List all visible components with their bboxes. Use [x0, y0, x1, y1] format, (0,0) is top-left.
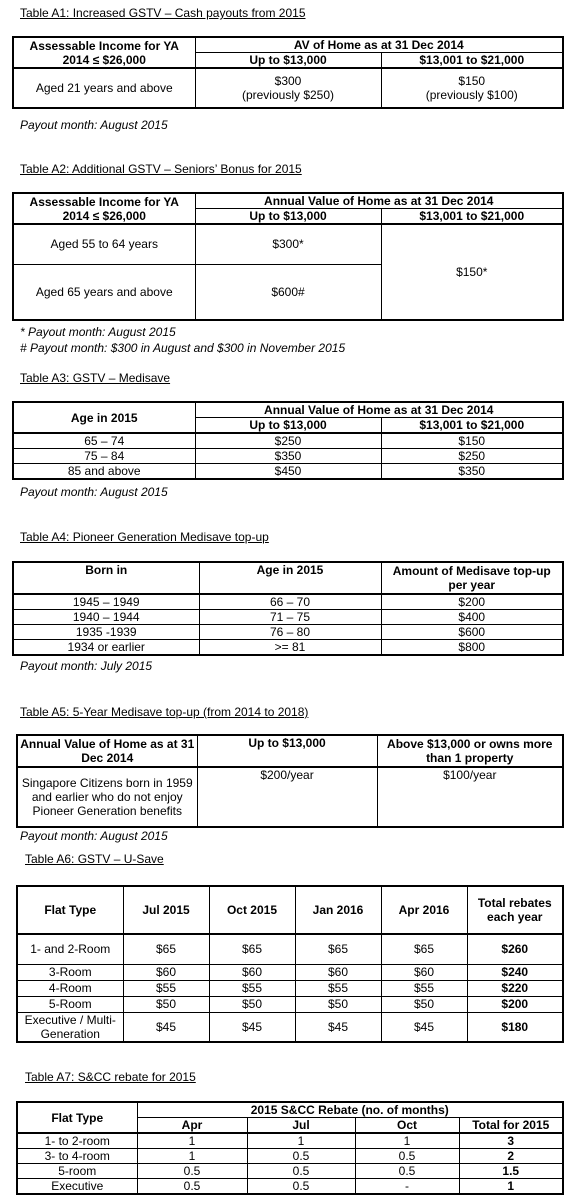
a2-header-high: $13,001 to $21,000 — [381, 209, 563, 225]
table-row — [17, 1149, 563, 1164]
a7-flat-type: 3- to 4-room — [17, 1149, 137, 1164]
a3-age: 85 and above — [13, 464, 195, 480]
a6-flat-type: Executive / Multi-Generation — [17, 1012, 123, 1042]
a6-value: $65 — [381, 934, 467, 964]
table-a5-caption: Table A5: 5-Year Medisave top-up (from 2014 to 2018) — [20, 705, 309, 719]
a3-header-av: Annual Value of Home as at 31 Dec 2014 — [195, 402, 563, 418]
a6-flat-type: 3-Room — [17, 964, 123, 980]
a7-value: 1 — [355, 1133, 459, 1149]
table-row — [17, 964, 563, 980]
a6-value: $45 — [381, 1012, 467, 1042]
a1-header-low: Up to $13,000 — [195, 53, 381, 69]
a1-note: Payout month: August 2015 — [20, 118, 168, 132]
a6-header-oct: Oct 2015 — [209, 886, 295, 934]
a6-total: $200 — [467, 996, 563, 1012]
a6-value: $60 — [123, 964, 209, 980]
table-a4-caption: Table A4: Pioneer Generation Medisave top-up — [20, 530, 269, 544]
a2-header-low: Up to $13,000 — [195, 209, 381, 225]
a2-header-income: Assessable Income for YA 2014 ≤ $26,000 — [13, 193, 195, 224]
table-row — [17, 980, 563, 996]
a3-age: 65 – 74 — [13, 433, 195, 449]
a3-age: 75 – 84 — [13, 449, 195, 464]
a7-value: 0.5 — [247, 1179, 355, 1195]
a3-high: $350 — [381, 464, 563, 480]
table-row — [17, 1179, 563, 1195]
table-row — [13, 625, 563, 640]
a4-born: 1945 – 1949 — [13, 594, 199, 610]
a5-row-label: Singapore Citizens born in 1959 and earlier who do not enjoy Pioneer Generation benefits — [17, 767, 197, 827]
a1-header-high: $13,001 to $21,000 — [381, 53, 563, 69]
a7-value: 0.5 — [355, 1164, 459, 1179]
a5-cell-low: $200/year — [197, 767, 377, 827]
a3-high: $150 — [381, 433, 563, 449]
a4-amount: $600 — [381, 625, 563, 640]
a7-header-apr: Apr — [137, 1118, 247, 1134]
a6-flat-type: 1- and 2-Room — [17, 934, 123, 964]
a7-flat-type: 5-room — [17, 1164, 137, 1179]
a2-row2-label: Aged 65 years and above — [13, 264, 195, 320]
table-row — [17, 934, 563, 964]
a6-flat-type: 4-Room — [17, 980, 123, 996]
a6-total: $260 — [467, 934, 563, 964]
a3-low: $350 — [195, 449, 381, 464]
a6-value: $45 — [295, 1012, 381, 1042]
a5-note: Payout month: August 2015 — [20, 829, 168, 843]
a6-total: $180 — [467, 1012, 563, 1042]
a7-value: 0.5 — [355, 1149, 459, 1164]
a1-cell-low: $300 (previously $250) — [195, 68, 381, 108]
table-a6 — [16, 885, 564, 1043]
a7-value: - — [355, 1179, 459, 1195]
a5-cell-high: $100/year — [377, 767, 563, 827]
table-a7-caption: Table A7: S&CC rebate for 2015 — [25, 1070, 196, 1084]
table-a6-caption: Table A6: GSTV – U-Save — [25, 852, 164, 866]
a5-header-high: Above $13,000 or owns more than 1 property — [377, 735, 563, 767]
a4-amount: $200 — [381, 594, 563, 610]
table-a1-caption: Table A1: Increased GSTV – Cash payouts from 2015 — [20, 6, 306, 20]
a6-header-total: Total rebates each year — [467, 886, 563, 934]
a2-row1-label: Aged 55 to 64 years — [13, 224, 195, 264]
table-a4 — [12, 561, 564, 656]
a3-high: $250 — [381, 449, 563, 464]
a6-header-flat-type: Flat Type — [17, 886, 123, 934]
a3-low: $250 — [195, 433, 381, 449]
a3-note: Payout month: August 2015 — [20, 485, 168, 499]
a7-total: 2 — [459, 1149, 563, 1164]
a4-amount: $400 — [381, 610, 563, 625]
a7-value: 1 — [137, 1149, 247, 1164]
table-row — [17, 996, 563, 1012]
table-row — [13, 640, 563, 656]
a7-flat-type: 1- to 2-room — [17, 1133, 137, 1149]
a7-value: 1 — [247, 1133, 355, 1149]
a4-amount: $800 — [381, 640, 563, 656]
a6-header-jan: Jan 2016 — [295, 886, 381, 934]
a2-row1-low: $300* — [195, 224, 381, 264]
table-a3 — [12, 401, 564, 480]
table-a2-caption: Table A2: Additional GSTV – Seniors’ Bonus for 2015 — [20, 162, 302, 176]
a6-value: $50 — [381, 996, 467, 1012]
a4-note: Payout month: July 2015 — [20, 659, 153, 673]
a6-value: $50 — [295, 996, 381, 1012]
a3-header-low: Up to $13,000 — [195, 418, 381, 434]
table-a5 — [16, 734, 564, 828]
a6-value: $60 — [381, 964, 467, 980]
table-row — [13, 594, 563, 610]
a1-header-av: AV of Home as at 31 Dec 2014 — [195, 37, 563, 53]
a7-value: 0.5 — [247, 1149, 355, 1164]
a3-low: $450 — [195, 464, 381, 480]
a3-header-age: Age in 2015 — [13, 402, 195, 433]
table-row — [17, 1164, 563, 1179]
a6-value: $55 — [209, 980, 295, 996]
a7-total: 3 — [459, 1133, 563, 1149]
a7-value: 0.5 — [137, 1179, 247, 1195]
a6-value: $45 — [209, 1012, 295, 1042]
a2-header-av: Annual Value of Home as at 31 Dec 2014 — [195, 193, 563, 209]
a7-header-oct: Oct — [355, 1118, 459, 1134]
a4-born: 1935 -1939 — [13, 625, 199, 640]
a6-value: $55 — [295, 980, 381, 996]
table-row — [17, 1012, 563, 1042]
a6-value: $65 — [295, 934, 381, 964]
a1-cell-high: $150 (previously $100) — [381, 68, 563, 108]
a7-total: 1 — [459, 1179, 563, 1195]
a6-value: $60 — [209, 964, 295, 980]
a7-header-group: 2015 S&CC Rebate (no. of months) — [137, 1102, 563, 1118]
a4-age: 71 – 75 — [199, 610, 381, 625]
a6-value: $45 — [123, 1012, 209, 1042]
table-a1 — [12, 36, 564, 109]
a3-header-high: $13,001 to $21,000 — [381, 418, 563, 434]
a2-row2-low: $600# — [195, 264, 381, 320]
a4-born: 1940 – 1944 — [13, 610, 199, 625]
a6-value: $55 — [123, 980, 209, 996]
table-a7 — [16, 1101, 564, 1195]
a6-flat-type: 5-Room — [17, 996, 123, 1012]
a7-value: 0.5 — [247, 1164, 355, 1179]
a4-header-born: Born in — [13, 562, 199, 594]
a7-header-jul: Jul — [247, 1118, 355, 1134]
a7-value: 1 — [137, 1133, 247, 1149]
a7-header-flat-type: Flat Type — [17, 1102, 137, 1133]
a4-header-age: Age in 2015 — [199, 562, 381, 594]
table-row — [13, 449, 563, 464]
a7-header-total: Total for 2015 — [459, 1118, 563, 1134]
a2-note-1: * Payout month: August 2015 — [20, 325, 176, 339]
a6-header-apr: Apr 2016 — [381, 886, 467, 934]
a7-flat-type: Executive — [17, 1179, 137, 1195]
a4-header-amount: Amount of Medisave top-up per year — [381, 562, 563, 594]
a1-row-label: Aged 21 years and above — [13, 68, 195, 108]
a6-value: $55 — [381, 980, 467, 996]
a7-value: 0.5 — [137, 1164, 247, 1179]
table-a3-caption: Table A3: GSTV – Medisave — [20, 371, 171, 385]
a2-note-2: # Payout month: $300 in August and $300 in November 2015 — [20, 341, 346, 355]
a5-header-av: Annual Value of Home as at 31 Dec 2014 — [17, 735, 197, 767]
a4-age: >= 81 — [199, 640, 381, 656]
table-row — [13, 610, 563, 625]
a6-total: $220 — [467, 980, 563, 996]
a1-header-income: Assessable Income for YA 2014 ≤ $26,000 — [13, 37, 195, 68]
table-a2 — [12, 192, 564, 321]
table-row — [17, 1133, 563, 1149]
a6-value: $65 — [123, 934, 209, 964]
a4-born: 1934 or earlier — [13, 640, 199, 656]
table-row — [13, 464, 563, 480]
a7-total: 1.5 — [459, 1164, 563, 1179]
a6-value: $50 — [209, 996, 295, 1012]
a5-header-low: Up to $13,000 — [197, 735, 377, 767]
a6-value: $65 — [209, 934, 295, 964]
a4-age: 66 – 70 — [199, 594, 381, 610]
a6-total: $240 — [467, 964, 563, 980]
a6-value: $60 — [295, 964, 381, 980]
a6-header-jul: Jul 2015 — [123, 886, 209, 934]
a2-high-merged: $150* — [381, 224, 563, 320]
table-row — [13, 433, 563, 449]
a6-value: $50 — [123, 996, 209, 1012]
a4-age: 76 – 80 — [199, 625, 381, 640]
